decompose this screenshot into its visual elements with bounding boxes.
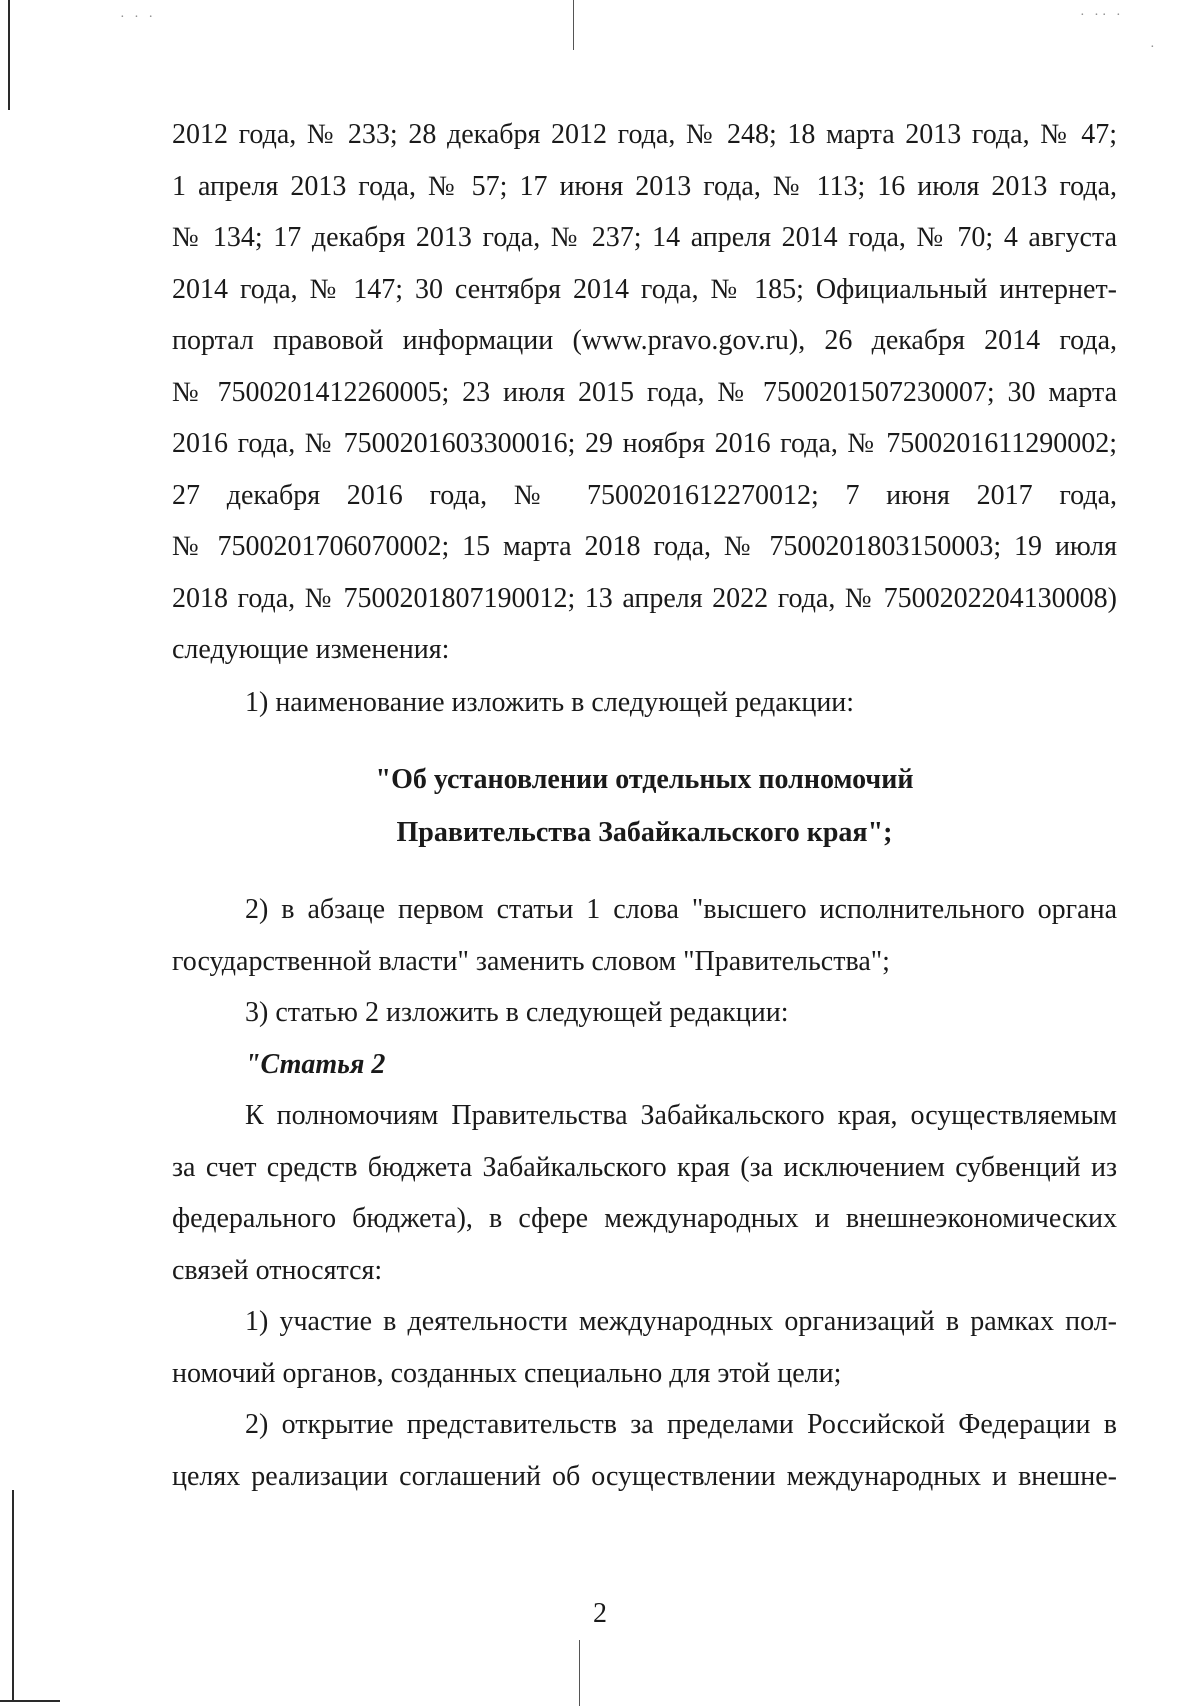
scan-noise: · [1150, 40, 1158, 55]
intro-paragraph [172, 109, 1117, 676]
text-line: 3) статью 2 изложить в следующей редакции: [245, 997, 789, 1028]
scan-artifact-line [8, 0, 10, 110]
text-line: 27 декабря 2016 года, № 7500201612270012; 7 июня 2017 года, [172, 479, 1117, 511]
text-line: 1) наименование изложить в следующей редакции: [245, 687, 855, 718]
scan-artifact-line [579, 1640, 580, 1706]
text-line: за счет средств бюджета Забайкальского края (за исключением субвенций из [172, 1151, 1117, 1183]
text-line: связей относятся: [172, 1254, 383, 1286]
text-line: № 7500201412260005; 23 июля 2015 года, № 7500201507230007; 30 марта [172, 376, 1117, 408]
page-number: 2 [593, 1598, 607, 1629]
text-line: № 7500201706070002; 15 марта 2018 года, № 7500201803150003; 19 июля [172, 531, 1117, 562]
text-line: 2016 года, № 7500201603300016; 29 ноября 2016 года, № 7500201611290002; [172, 428, 1117, 459]
text-line: федерального бюджета), в сфере международных и внешнеэкономических [172, 1203, 1117, 1234]
text-line: 2018 года, № 7500201807190012; 13 апреля 2022 года, № 7500202204130008) [172, 582, 1117, 614]
text-line: следующие изменения: [172, 634, 450, 665]
text-line: 2) открытие представительств за пределами Российской Федерации в [245, 1409, 1117, 1440]
scan-noise: · · · [120, 10, 156, 25]
heading-line: Правительства Забайкальского края"; [396, 817, 893, 848]
scan-noise: · ·· · [1080, 8, 1124, 23]
amendments-body [172, 884, 1117, 1502]
article-title: "Статья 2 [245, 1048, 386, 1080]
text-line: 2014 года, № 147; 30 сентября 2014 года, № 185; Официальный интернет- [172, 273, 1117, 305]
scan-artifact-line [573, 0, 574, 50]
text-line: 2012 года, № 233; 28 декабря 2012 года, № 248; 18 марта 2013 года, № 47; [172, 119, 1117, 150]
item-1 [172, 677, 1117, 729]
new-title-heading [172, 753, 1117, 859]
text-line: целях реализации соглашений об осуществлении международных и внешне- [172, 1460, 1117, 1492]
text-line: государственной власти" заменить словом "Правительства"; [172, 945, 890, 977]
text-line: 1) участие в деятельности международных организаций в рамках пол- [245, 1306, 1117, 1337]
scan-artifact-line [12, 1490, 14, 1700]
heading-line: "Об установлении отдельных полномочий [375, 764, 914, 795]
text-line: № 134; 17 декабря 2013 года, № 237; 14 апреля 2014 года, № 70; 4 августа [172, 222, 1117, 253]
text-line: 1 апреля 2013 года, № 57; 17 июня 2013 года, № 113; 16 июля 2013 года, [172, 170, 1117, 202]
scan-artifact-line [0, 1700, 60, 1702]
text-line: номочий органов, созданных специально для этой цели; [172, 1357, 842, 1389]
text-line: К полномочиям Правительства Забайкальского края, осуществляемым [245, 1100, 1117, 1131]
text-line: 2) в абзаце первом статьи 1 слова "высшего исполнительного органа [245, 894, 1117, 925]
text-line: портал правовой информации (www.pravo.gov.ru), 26 декабря 2014 года, [172, 325, 1117, 356]
